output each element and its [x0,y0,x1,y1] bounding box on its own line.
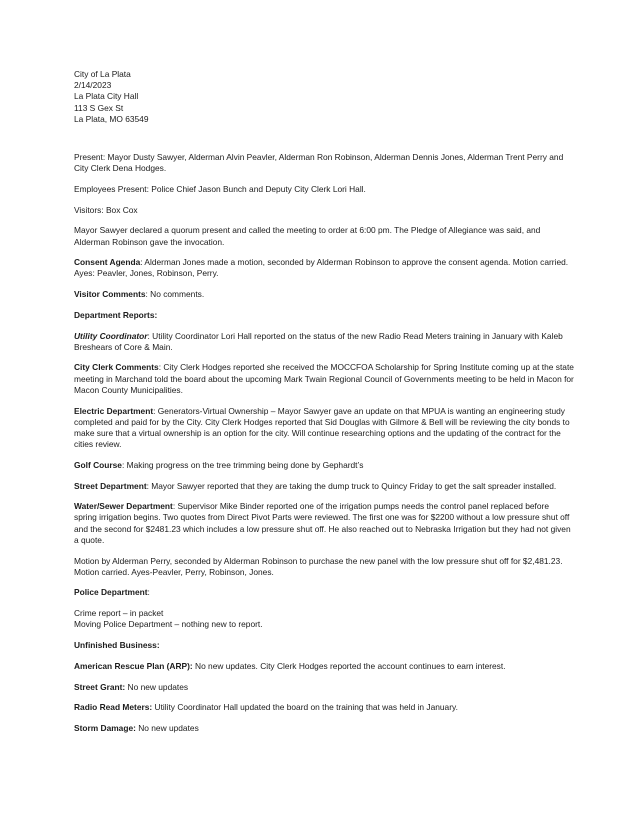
street-grant-section [74,682,574,693]
electric-department-heading: Electric Department [74,405,154,416]
header-city: City of La Plata [74,69,131,79]
arp-section [74,661,574,672]
unfinished-business-heading: Unfinished Business: [74,640,160,651]
visitor-comments-section [74,289,574,300]
water-sewer-heading: Water/Sewer Department [74,501,173,512]
attendance-visitors: Visitors: Box Cox [74,204,138,215]
radio-read-meters-text: Utility Coordinator Hall updated the board on the training that was held in January. [152,702,458,713]
golf-course-text: : Making progress on the tree trimming being done by Gephardt’s [121,459,364,470]
minutes-body [74,152,574,744]
arp-heading: American Rescue Plan (ARP): [74,660,193,671]
radio-read-meters-heading: Radio Read Meters: [74,702,153,713]
header-city-state-zip: La Plata, MO 63549 [74,113,149,124]
header-street: 113 S Gex St [74,102,124,113]
utility-coordinator-text: : Utility Coordinator Lori Hall reported on the status of the new Radio Read Meters training in January with Kaleb Breshears of Core & Main. [74,330,563,352]
letterhead-address [74,69,149,125]
radio-read-meters-section [74,702,574,713]
attendance-employees: Employees Present: Police Chief Jason Bunch and Deputy City Clerk Lori Hall. [74,183,366,194]
street-department-text: : Mayor Sawyer reported that they are taking the dump truck to Quincy Friday to get the salt spreader installed. [146,480,557,491]
header-date: 2/14/2023 [74,80,112,91]
storm-damage-heading: Storm Damage: [74,722,136,733]
call-to-order: Mayor Sawyer declared a quorum present and called the meeting to order at 6:00 pm. The Pledge of Allegiance was said, and Alderman Robinson gave the invocation. [74,225,541,247]
attendance-present: Present: Mayor Dusty Sawyer, Alderman Alvin Peavler, Alderman Ron Robinson, Alderman Dennis Jones, Alderman Trent Perry and City Clerk Dena Hodges. [74,152,564,174]
police-moving-department: Moving Police Department – nothing new to report. [74,619,263,630]
visitor-comments-heading: Visitor Comments [74,289,146,300]
motion-panel-purchase: Motion by Alderman Perry, seconded by Alderman Robinson to purchase the new panel with the low pressure shut off for $2,481.23. Motion carried. Ayes-Peavler, Perry, Robinson, Jones. [74,555,563,577]
water-sewer-text: : Supervisor Mike Binder reported one of the irrigation pumps needs the control panel replaced before spring irrigation begins. Two quotes from Direct Pivot Parts were reviewed. The first one was for $2200 without a low pressure shut off and the second for $2481.23 which includes a low pressure shut off. He also reached out to Nebraska Irrigation but they had not given a quote. [74,501,571,545]
golf-course-heading: Golf Course [74,459,122,470]
electric-department-section [74,406,574,451]
city-clerk-section [74,362,574,396]
police-crime-report: Crime report – in packet [74,608,164,619]
utility-coordinator-heading: Utility Coordinator [74,330,148,341]
storm-damage-text: No new updates [135,722,199,733]
department-reports-heading: Department Reports: [74,309,158,320]
consent-agenda-heading: Consent Agenda [74,257,141,268]
consent-agenda-text: : Alderman Jones made a motion, seconded by Alderman Robinson to approve the consent agenda. Motion carried. Ayes: Peavler, Jones, Robinson, Perry. [74,257,569,279]
street-department-section [74,481,574,492]
consent-agenda-section [74,257,574,279]
street-grant-heading: Street Grant: [74,681,126,692]
golf-course-section [74,460,574,471]
arp-text: No new updates. City Clerk Hodges reported the account continues to earn interest. [192,660,506,671]
header-location: La Plata City Hall [74,91,139,102]
water-sewer-section [74,501,574,546]
street-grant-text: No new updates [125,681,189,692]
utility-coordinator-section [74,331,574,353]
street-department-heading: Street Department [74,480,147,491]
city-clerk-heading: City Clerk Comments [74,362,159,373]
police-department-heading: Police Department [74,587,148,598]
police-department-section [74,587,574,598]
electric-department-text: : Generators-Virtual Ownership – Mayor Sawyer gave an update on that MPUA is wanting an engineering study completed and paid for by the City. City Clerk Hodges reported that Sid Douglas with Gilmore & Bell will be reviewing the city bonds to make sure that a virtual ownership is an option for the city. Will continue researching options and the updating of the contract for the cities review. [74,405,570,450]
visitor-comments-text: : No comments. [145,289,205,300]
storm-damage-section [74,723,574,734]
city-clerk-text: : City Clerk Hodges reported she received the MOCCFOA Scholarship for Spring Institute coming up at the state meeting in Marchand told the board about the upcoming Mark Twain Regional Council of Governments meeting to be held in Macon for Macon County Municipalities. [74,362,574,395]
police-department-colon: : [147,587,150,598]
